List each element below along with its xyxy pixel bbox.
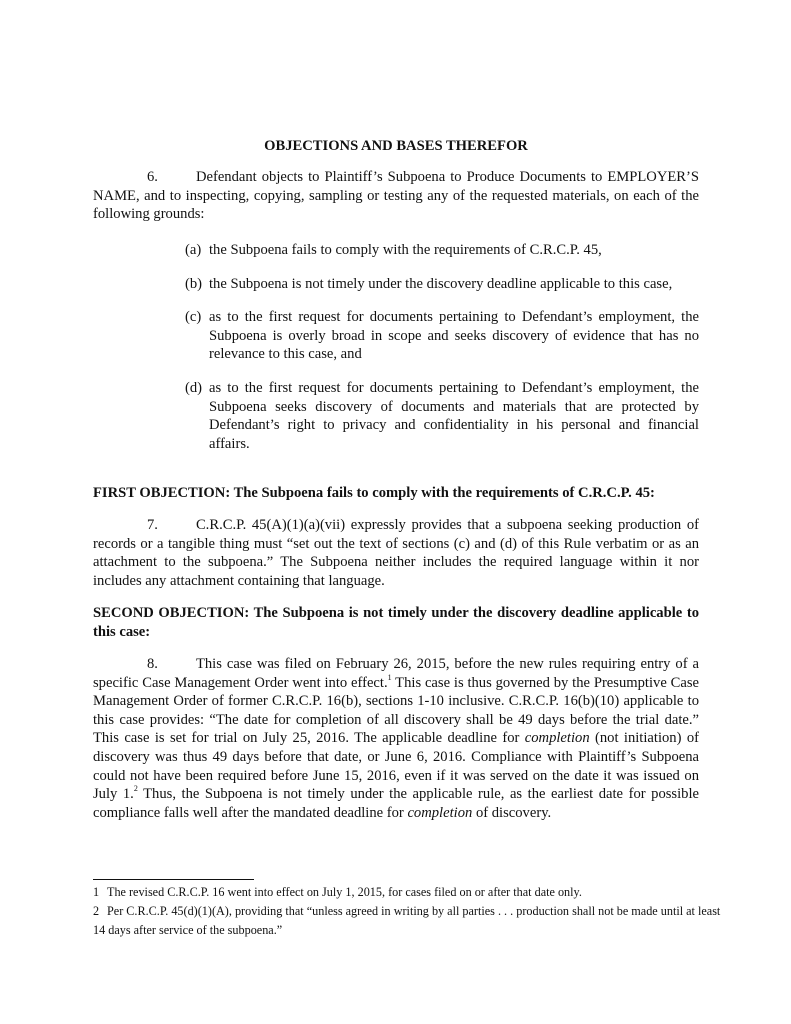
paragraph-number: 7. (147, 517, 158, 533)
section-title: OBJECTIONS AND BASES THEREFOR (264, 138, 528, 154)
footnote-number: 1 (93, 885, 100, 899)
paragraph-text-5: of discovery. (472, 804, 552, 821)
list-item-label: (d) (185, 379, 203, 396)
paragraph-text: Defendant objects to Plaintiff’s Subpoena to Produce Documents to EMPLOYER’S NAME, and to inspecting, copying, sampling or testing any of the requested materials, on each of the following grounds: (93, 169, 699, 223)
footnote-number: 2 (93, 903, 100, 918)
paragraph-text: C.R.C.P. 45(A)(1)(a)(vii) expressly provides that a subpoena seeking production of records or a tangible thing must “set out the text of sections (c) and (d) of this Rule verbatim or as an attachment to the subpoena.” The Subpoena neither includes the required language within it nor includes any attachment containing that language. (93, 517, 699, 589)
footnote-ref-2[interactable]: 2 (133, 784, 138, 794)
first-objection-heading: FIRST OBJECTION: The Subpoena fails to comply with the requirements of C.R.C.P. 45: (93, 485, 655, 501)
list-item-label: (b) (185, 275, 203, 292)
footnote-text: The revised C.R.C.P. 16 went into effect on July 1, 2015, for cases filed on or after that date only. (107, 885, 582, 899)
footnote-divider (93, 879, 254, 880)
footnote-1 (93, 883, 733, 902)
paragraph-text-1: This case was filed on February 26, 2015, before the new rules requiring entry of a specific Case Management Order went into effect. (93, 656, 699, 691)
list-item (185, 379, 699, 453)
list-item (185, 241, 699, 260)
list-item-text: as to the first request for documents pertaining to Defendant’s employment, the Subpoena is overly broad in scope and seeks discovery of evidence that has no relevance to this case, and (209, 309, 699, 363)
list-item-label: (c) (185, 309, 202, 326)
footnote-ref-1[interactable]: 1 (387, 672, 392, 682)
list-item-text: as to the first request for documents pertaining to Defendant’s employment, the Subpoena seeks discovery of documents and materials that are protected by Defendant’s right to privacy and confidentiality in his personal and financial affairs. (209, 379, 699, 452)
paragraph-text-2: This case is thus governed by the Presumptive Case Management Order of former C.R.C.P. 16(b), sections 1-10 inclusive. C.R.C.P. 16(b)(10) applicable to this case provides: “The date for completion of all discovery shall be 49 days before the trial date.” This case is set for trial on July 25, 2016. The applicable deadline for (93, 674, 699, 747)
list-item-label: (a) (185, 242, 202, 258)
paragraph-text-4: Thus, the Subpoena is not timely under the applicable rule, as the earliest date for possible compliance falls well after the mandated deadline for (93, 786, 699, 821)
paragraph-7 (93, 516, 699, 590)
footnote-text: Per C.R.C.P. 45(d)(1)(A), providing that “unless agreed in writing by all parties . . . production shall not be made until at least 14 days after service of the subpoena.” (93, 903, 721, 937)
list-item (185, 275, 699, 294)
second-objection-heading: SECOND OBJECTION: The Subpoena is not timely under the discovery deadline applicable to this case: (93, 605, 699, 640)
paragraph-number: 6. (147, 169, 158, 185)
grounds-list (185, 241, 699, 453)
paragraph-text-3: (not initiation) of discovery was thus 49 days before that date, or June 6, 2016. Compliance with Plaintiff’s Subpoena could not have been required before June 15, 2016, even if it was served on the date it was issued on July 1. (93, 730, 700, 803)
list-item-text: the Subpoena is not timely under the discovery deadline applicable to this case, (209, 275, 673, 292)
emphasis-completion: completion (524, 730, 590, 747)
footnotes (93, 883, 733, 939)
paragraph-number: 8. (147, 656, 158, 672)
footnote-2 (93, 902, 733, 940)
list-item (185, 308, 699, 364)
emphasis-completion: completion (407, 804, 473, 821)
paragraph-8 (93, 655, 699, 822)
paragraph-6 (93, 168, 699, 224)
list-item-text: the Subpoena fails to comply with the requirements of C.R.C.P. 45, (209, 242, 602, 258)
